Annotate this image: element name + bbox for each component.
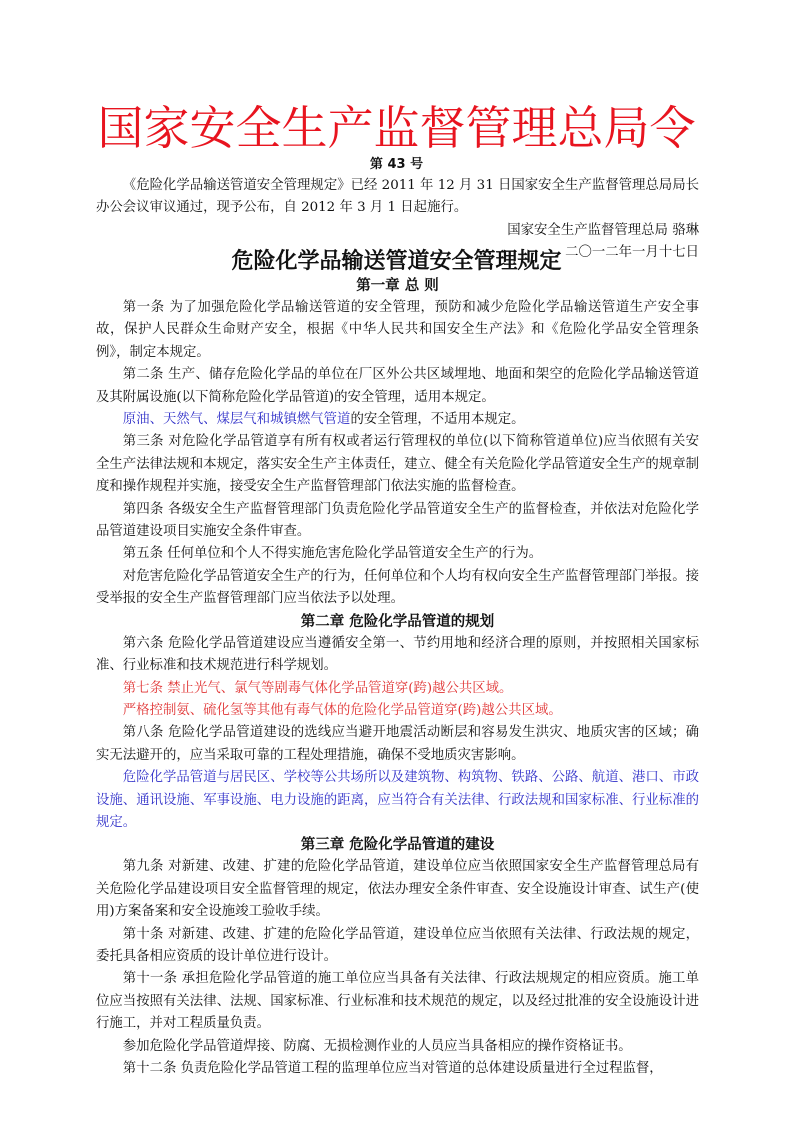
article-paragraph: 第六条 危险化学品管道建设应当遵循安全第一、节约用地和经济合理的原则，并按照相关国家标准、行业标准和技术规范进行科学规划。 bbox=[96, 635, 699, 674]
law-title: 危险化学品输送管道安全管理规定 bbox=[231, 249, 562, 274]
article-paragraph: 第二条 生产、储存危险化学品的单位在厂区外公共区域埋地、地面和架空的危险化学品输送管道及其附属设施(以下简称危险化学品管道)的安全管理，适用本规定。 bbox=[96, 367, 699, 405]
highlighted-text: 原油、天然气、煤层气和城镇燃气管道 bbox=[122, 412, 351, 428]
article-paragraph-red: 第七条 禁止光气、氯气等剧毒气体化学品管道穿(跨)越公共区域。 bbox=[122, 680, 513, 696]
agency-order-title: 国家安全生产监督管理总局令 bbox=[97, 101, 696, 155]
signatory: 国家安全生产监督管理总局 骆琳 bbox=[507, 222, 699, 238]
order-number: 第 43 号 bbox=[369, 157, 424, 172]
chapter-title: 第二章 危险化学品管道的规划 bbox=[300, 613, 495, 630]
preamble-text: 《危险化学品输送管道安全管理规定》已经 2011 年 12 月 31 日国家安全生产监督管理总局局长办公会议审议通过，现予公布，自 2012 年 3 月 1 日起施行。 bbox=[96, 178, 699, 216]
issue-date: 二〇一二年一月十七日 bbox=[565, 245, 699, 261]
chapter-title: 第三章 危险化学品管道的建设 bbox=[300, 837, 495, 854]
chapter-title: 第一章 总 则 bbox=[356, 278, 439, 294]
article-paragraph: 第九条 对新建、改建、扩建的危险化学品管道，建设单位应当依照国家安全生产监督管理总局有关危险化学品建设项目安全监督管理的规定，依法办理安全条件审查、安全设施设计审查、试生产(使用)方案备案和安全设施竣工验收手续。 bbox=[96, 859, 699, 920]
paragraph-text: 的安全管理，不适用本规定。 bbox=[350, 412, 525, 428]
article-paragraph-red: 严格控制氨、硫化氢等其他有毒气体的危险化学品管道穿(跨)越公共区域。 bbox=[122, 702, 562, 718]
article-paragraph bbox=[96, 409, 699, 431]
law-body bbox=[96, 275, 699, 1080]
article-paragraph: 第十条 对新建、改建、扩建的危险化学品管道，建设单位应当依照有关法律、行政法规的规定，委托具备相应资质的设计单位进行设计。 bbox=[96, 926, 699, 964]
article-paragraph: 第五条 任何单位和个人不得实施危害危险化学品管道安全生产的行为。 bbox=[122, 546, 543, 562]
article-paragraph-blue: 危险化学品管道与居民区、学校等公共场所以及建筑物、构筑物、铁路、公路、航道、港口、市政设施、通讯设施、军事设施、电力设施的距离，应当符合有关法律、行政法规和国家标准、行业标准的规定。 bbox=[96, 770, 699, 830]
article-paragraph: 第十一条 承担危险化学品管道的施工单位应当具备有关法律、行政法规规定的相应资质。施工单位应当按照有关法律、法规、国家标准、行业标准和技术规范的规定，以及经过批准的安全设施设计进行施工，并对工程质量负责。 bbox=[96, 971, 699, 1032]
article-paragraph: 第四条 各级安全生产监督管理部门负责危险化学品管道安全生产的监督检查，并依法对危险化学品管道建设项目实施安全条件审查。 bbox=[96, 501, 699, 540]
article-paragraph: 对危害危险化学品管道安全生产的行为，任何单位和个人均有权向安全生产监督管理部门举报。接受举报的安全生产监督管理部门应当依法予以处理。 bbox=[96, 568, 699, 607]
article-paragraph: 第三条 对危险化学品管道享有所有权或者运行管理权的单位(以下简称管道单位)应当依照有关安全生产法律法规和本规定，落实安全生产主体责任，建立、健全有关危险化学品管道安全生产的规章制度和操作规程并实施，接受安全生产监督管理部门依法实施的监督检查。 bbox=[96, 434, 699, 495]
article-paragraph: 参加危险化学品管道焊接、防腐、无损检测作业的人员应当具备相应的操作资格证书。 bbox=[122, 1038, 632, 1054]
article-paragraph: 第八条 危险化学品管道建设的选线应当避开地震活动断层和容易发生洪灾、地质灾害的区域；确实无法避开的，应当采取可靠的工程处理措施，确保不受地质灾害影响。 bbox=[96, 725, 699, 763]
article-paragraph: 第一条 为了加强危险化学品输送管道的安全管理，预防和减少危险化学品输送管道生产安全事故，保护人民群众生命财产安全，根据《中华人民共和国安全生产法》和《危险化学品安全管理条例》，制定本规定。 bbox=[96, 300, 699, 360]
article-paragraph: 第十二条 负责危险化学品管道工程的监理单位应当对管道的总体建设质量进行全过程监督， bbox=[122, 1061, 663, 1076]
